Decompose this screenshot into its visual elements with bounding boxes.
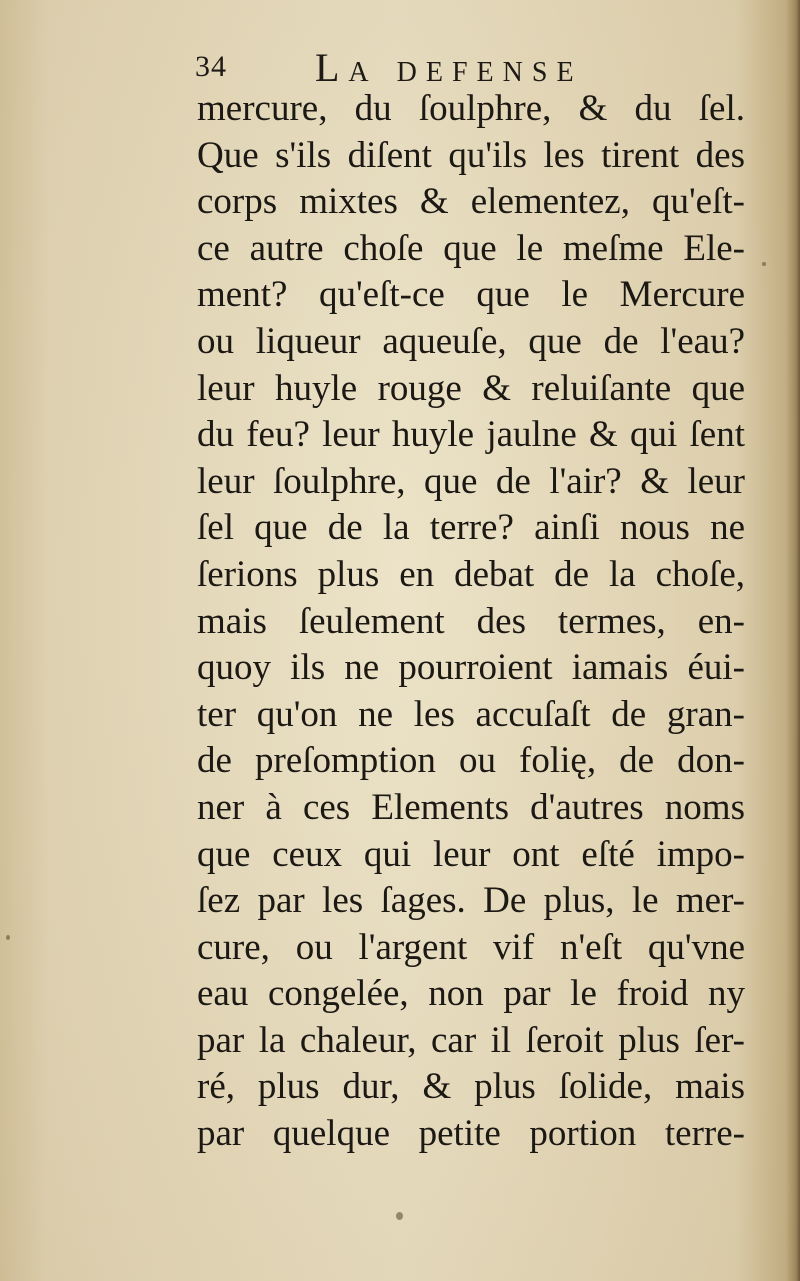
text-line: ner à ces Elements d'autres noms xyxy=(197,786,745,828)
text-line: cure, ou l'argent vif n'eſt qu'vne xyxy=(197,926,745,968)
text-line: mais ſeulement des termes, en- xyxy=(197,600,745,642)
page-number: 34 xyxy=(195,50,227,83)
text-line: leur huyle rouge & reluiſante que xyxy=(197,367,745,409)
text-line: ſez par les ſages. De plus, le mer- xyxy=(197,880,745,922)
text-line: que ceux qui leur ont eſté impo- xyxy=(197,833,745,875)
text-line: de preſomption ou folię, de don- xyxy=(197,740,745,782)
text-line: ce autre choſe que le meſme Ele- xyxy=(197,227,745,269)
text-line: ou liqueur aqueuſe, que de l'eau? xyxy=(197,320,745,362)
ink-spot xyxy=(762,262,766,266)
text-line: ter qu'on ne les accuſaſt de gran- xyxy=(197,693,745,735)
text-line: ré, plus dur, & plus ſolide, mais xyxy=(197,1066,745,1108)
text-line: par la chaleur, car il ſeroit plus ſer- xyxy=(197,1019,745,1061)
text-line: ſerions plus en debat de la choſe, xyxy=(197,553,745,595)
text-line: corps mixtes & elementez, qu'eſt- xyxy=(197,181,745,223)
text-line: du feu? leur huyle jaulne & qui ſent xyxy=(197,414,745,456)
page-header xyxy=(195,44,755,90)
ink-spot xyxy=(6,935,10,940)
text-line: ment? qu'eſt-ce que le Mercure xyxy=(197,274,745,316)
running-title: La defense xyxy=(315,45,583,90)
text-line: par quelque petite portion terre- xyxy=(197,1113,745,1155)
text-line: eau congelée, non par le froid ny xyxy=(197,973,745,1015)
ink-spot xyxy=(396,1212,403,1220)
body-text xyxy=(197,86,745,1158)
text-line: mercure, du ſoulphre, & du ſel. xyxy=(197,88,745,129)
text-line: quoy ils ne pourroient iamais éui- xyxy=(197,647,745,689)
text-line: ſel que de la terre? ainſi nous ne xyxy=(197,507,745,549)
text-line: Que s'ils diſent qu'ils les tirent des xyxy=(197,134,745,176)
text-line: leur ſoulphre, que de l'air? & leur xyxy=(197,460,745,502)
